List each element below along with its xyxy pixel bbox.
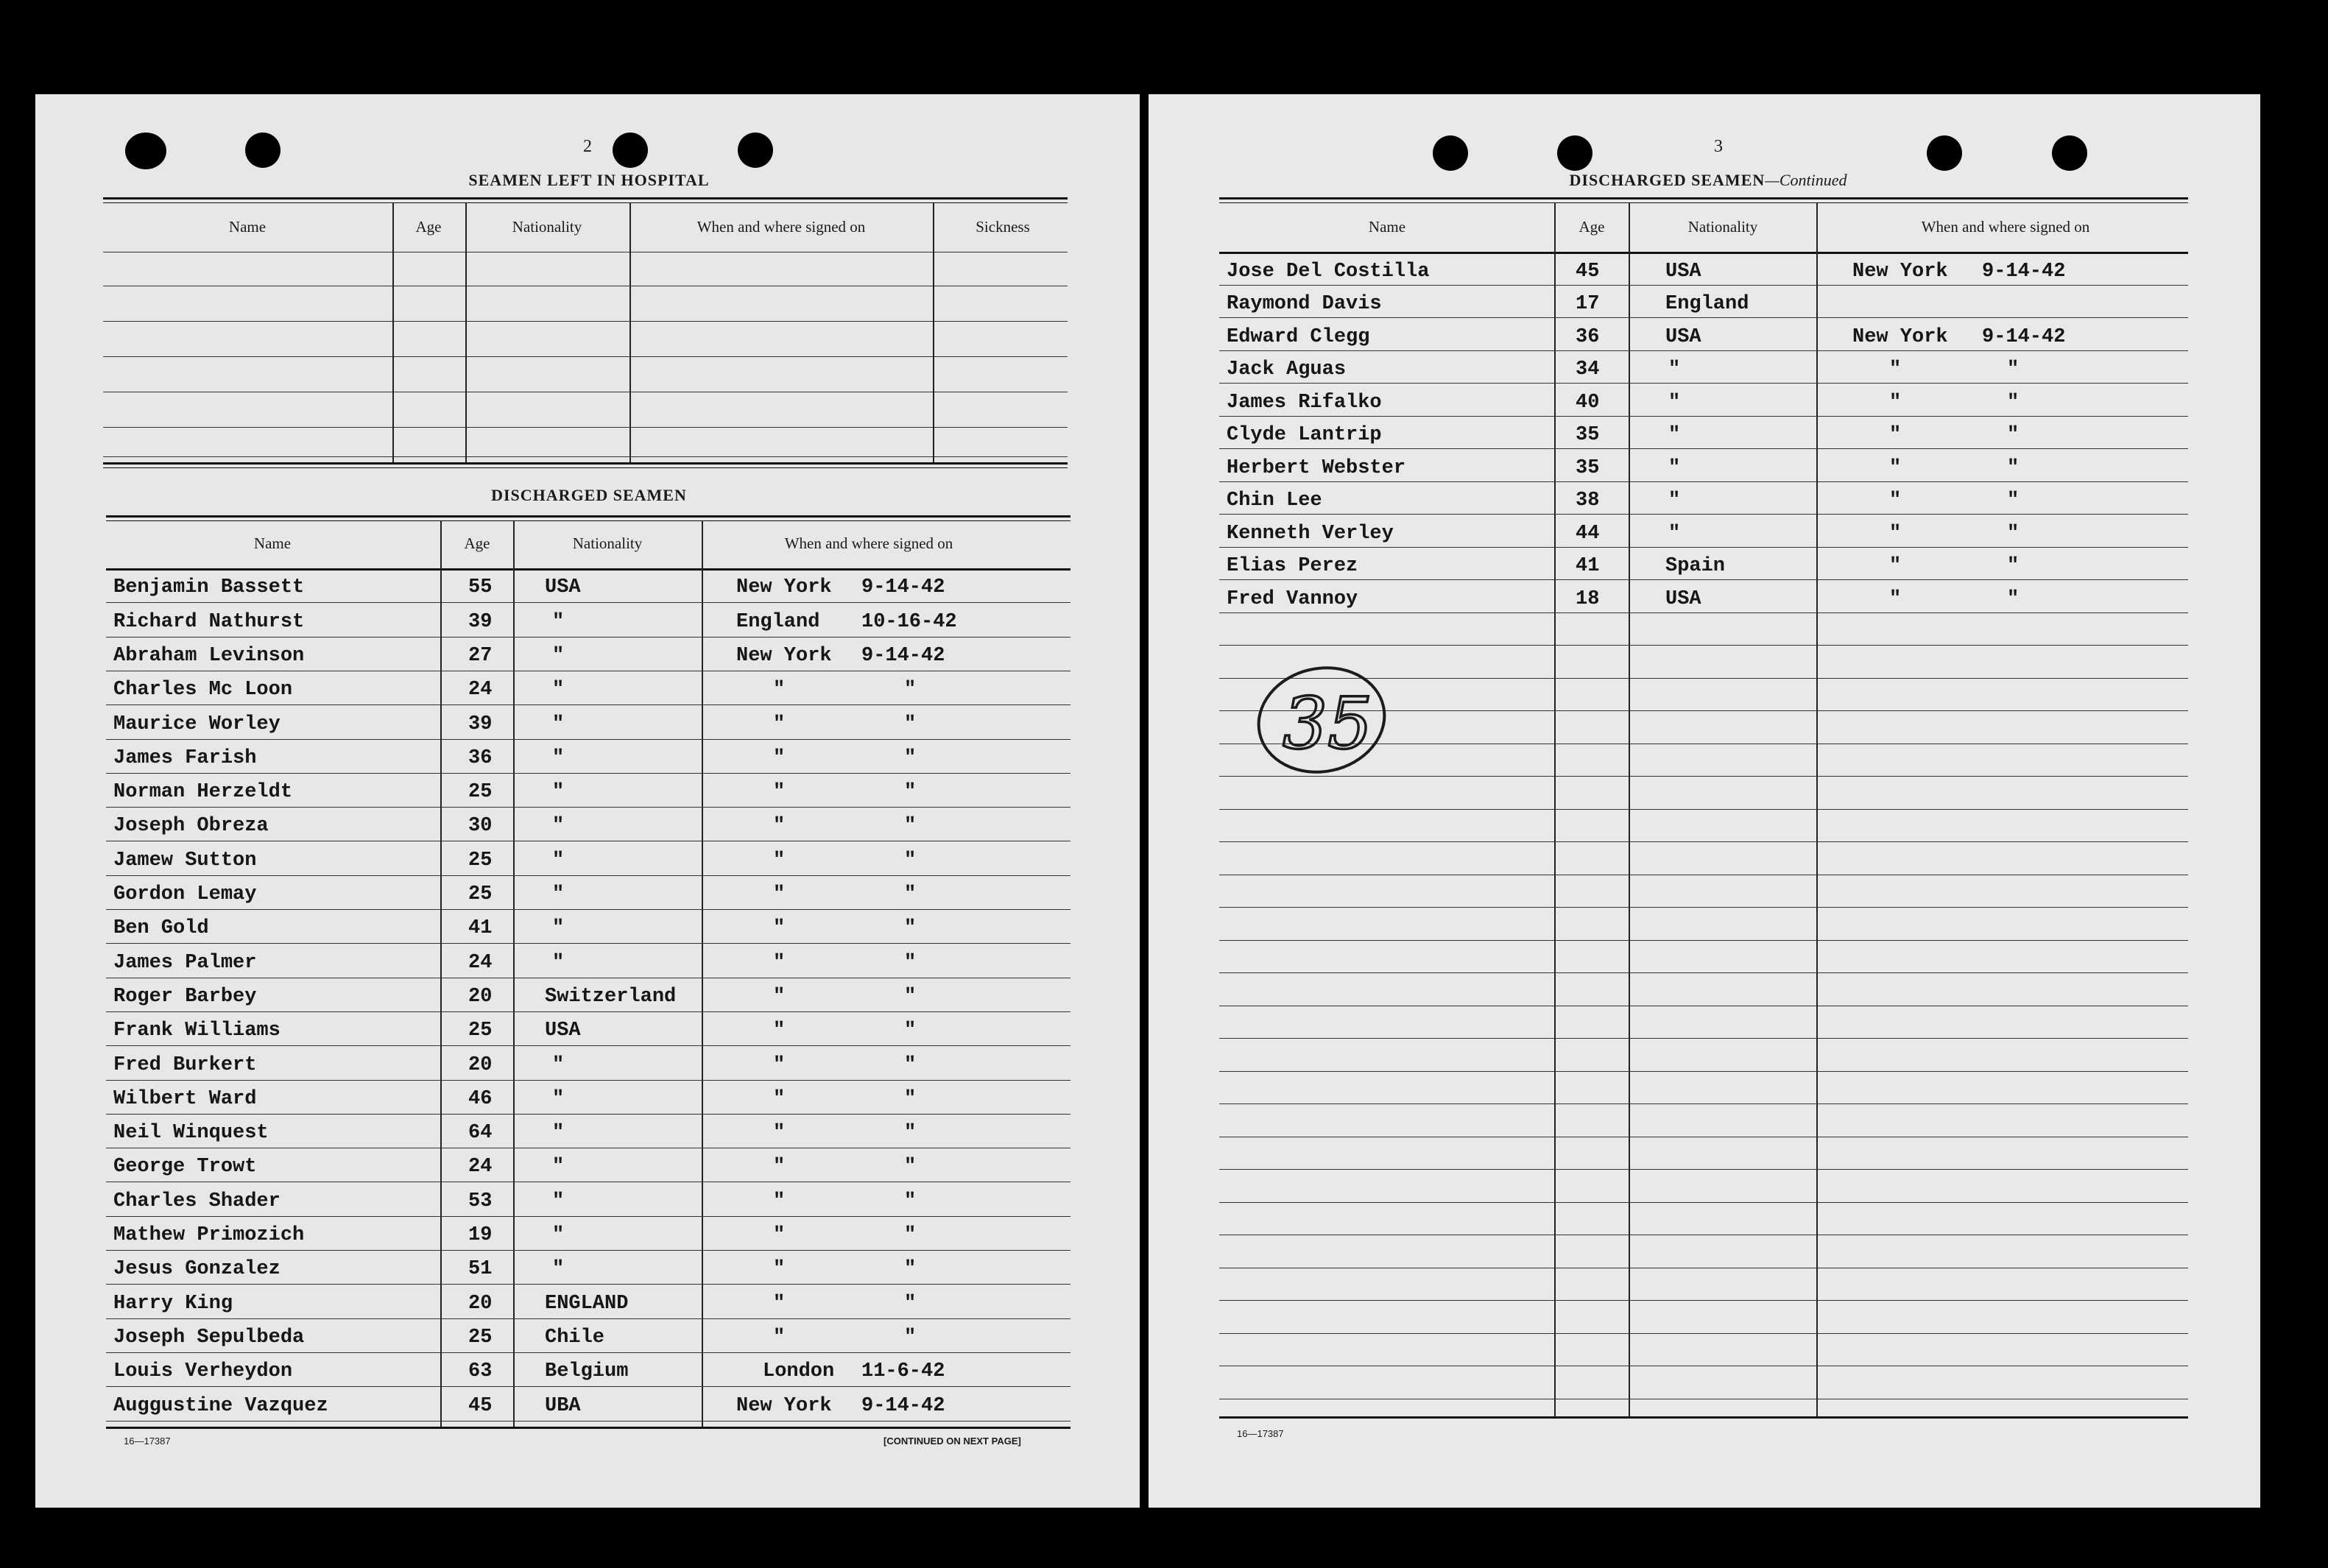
nationality-cell: England — [1665, 293, 1749, 315]
age-cell: 36 — [468, 746, 493, 769]
nationality-cell: ENGLAND — [545, 1292, 629, 1315]
signed-place-cell: London — [763, 1360, 835, 1383]
table-bottom-rule — [1219, 1416, 2188, 1419]
name-cell: Charles Shader — [113, 1190, 281, 1212]
age-cell: 44 — [1576, 522, 1600, 545]
table-top-rule — [103, 197, 1068, 203]
row-rule — [106, 739, 1070, 740]
signed-date-cell: " — [904, 985, 917, 1008]
header-rule — [106, 568, 1070, 571]
punch-hole — [245, 133, 281, 168]
name-cell: Kenneth Verley — [1227, 522, 1394, 545]
age-cell: 41 — [468, 917, 493, 940]
signed-date-cell: " — [904, 679, 917, 702]
header-rule — [1219, 252, 2188, 254]
row-rule — [1219, 972, 2188, 973]
age-cell: 45 — [1576, 260, 1600, 283]
age-cell: 63 — [468, 1360, 493, 1383]
column-header-signed-on: When and where signed on — [784, 534, 953, 552]
row-rule — [1219, 1333, 2188, 1334]
name-cell: Joseph Sepulbeda — [113, 1326, 305, 1349]
punch-hole — [1927, 135, 1962, 171]
signed-place-cell: " — [1889, 555, 1902, 577]
signed-place-cell: " — [773, 679, 786, 702]
row-rule — [1219, 841, 2188, 842]
name-cell: Maurice Worley — [113, 713, 281, 735]
row-rule — [103, 356, 1068, 357]
column-divider — [933, 203, 934, 462]
nationality-cell: " — [552, 713, 565, 735]
signed-place-cell: " — [773, 1087, 786, 1110]
signed-place-cell: " — [773, 1224, 786, 1246]
name-cell: Roger Barbey — [113, 985, 257, 1008]
signed-place-cell: " — [773, 1326, 786, 1349]
row-rule — [1219, 1071, 2188, 1072]
signed-date-cell: " — [2007, 587, 2020, 610]
signed-place-cell: " — [773, 1190, 786, 1212]
nationality-cell: " — [552, 1122, 565, 1145]
punch-hole — [738, 133, 773, 168]
signed-place-cell: " — [773, 1258, 786, 1281]
signed-place-cell: " — [773, 1020, 786, 1042]
signed-place-cell: " — [773, 1292, 786, 1315]
signed-date-cell: " — [904, 1190, 917, 1212]
nationality-cell: " — [552, 610, 565, 633]
age-cell: 38 — [1576, 490, 1600, 512]
nationality-cell: " — [1668, 522, 1681, 545]
form-number: 16—17387 — [1237, 1428, 1284, 1439]
age-cell: 25 — [468, 1326, 493, 1349]
nationality-cell: USA — [545, 576, 581, 599]
age-cell: 30 — [468, 815, 493, 838]
age-cell: 34 — [1576, 359, 1600, 381]
name-cell: Joseph Obreza — [113, 815, 269, 838]
nationality-cell: Chile — [545, 1326, 605, 1349]
row-rule — [1219, 547, 2188, 548]
table-bottom-rule — [106, 1427, 1070, 1429]
signed-date-cell: " — [904, 849, 917, 872]
name-cell: James Palmer — [113, 951, 257, 974]
row-rule — [1219, 350, 2188, 351]
signed-date-cell: 9-14-42 — [861, 1394, 945, 1417]
name-cell: Harry King — [113, 1292, 233, 1315]
signed-date-cell: " — [904, 1156, 917, 1179]
age-cell: 36 — [1576, 325, 1600, 348]
column-divider — [629, 203, 631, 462]
form-number: 16—17387 — [124, 1435, 171, 1447]
age-cell: 18 — [1576, 587, 1600, 610]
discharged-section-title: DISCHARGED SEAMEN — [491, 486, 687, 504]
age-cell: 17 — [1576, 293, 1600, 315]
column-divider — [465, 203, 467, 462]
name-cell: Jesus Gonzalez — [113, 1258, 281, 1281]
row-rule — [106, 1318, 1070, 1319]
row-rule — [106, 875, 1070, 876]
signed-place-cell: " — [773, 815, 786, 838]
name-cell: Norman Herzeldt — [113, 781, 293, 804]
row-rule — [1219, 579, 2188, 580]
row-rule — [106, 909, 1070, 910]
signed-place-cell: " — [773, 781, 786, 804]
row-rule — [1219, 645, 2188, 646]
name-cell: Clyde Lantrip — [1227, 424, 1382, 446]
signed-place-cell: " — [773, 985, 786, 1008]
signed-date-cell: 10-16-42 — [861, 610, 957, 633]
column-header-sickness: Sickness — [976, 218, 1030, 236]
age-cell: 24 — [468, 1156, 493, 1179]
row-rule — [106, 1114, 1070, 1115]
signed-place-cell: " — [1889, 490, 1902, 512]
signed-place-cell: " — [1889, 587, 1902, 610]
nationality-cell: Switzerland — [545, 985, 677, 1008]
age-cell: 39 — [468, 610, 493, 633]
row-rule — [1219, 383, 2188, 384]
signed-date-cell: " — [904, 1326, 917, 1349]
name-cell: Fred Burkert — [113, 1053, 257, 1076]
name-cell: Herbert Webster — [1227, 456, 1406, 479]
age-cell: 25 — [468, 883, 493, 905]
age-cell: 45 — [468, 1394, 493, 1417]
nationality-cell: " — [1668, 359, 1681, 381]
row-rule — [1219, 448, 2188, 449]
nationality-cell: " — [1668, 456, 1681, 479]
row-rule — [106, 1216, 1070, 1217]
row-rule — [106, 704, 1070, 705]
name-cell: Edward Clegg — [1227, 325, 1370, 348]
row-rule — [103, 321, 1068, 322]
signed-date-cell: " — [904, 1087, 917, 1110]
signed-place-cell: New York — [1852, 260, 1948, 283]
name-cell: Chin Lee — [1227, 490, 1322, 512]
age-cell: 41 — [1576, 555, 1600, 577]
name-cell: James Rifalko — [1227, 391, 1382, 414]
name-cell: Ben Gold — [113, 917, 209, 940]
row-rule — [1219, 285, 2188, 286]
name-cell: Jack Aguas — [1227, 359, 1347, 381]
row-rule — [1219, 809, 2188, 810]
signed-place-cell: " — [773, 1156, 786, 1179]
name-cell: Neil Winquest — [113, 1122, 269, 1145]
column-header-name: Name — [253, 534, 292, 552]
nationality-cell: " — [1668, 391, 1681, 414]
nationality-cell: " — [552, 917, 565, 940]
signed-date-cell: " — [904, 1122, 917, 1145]
signed-place-cell: England — [736, 610, 820, 633]
nationality-cell: " — [552, 849, 565, 872]
signed-place-cell: " — [773, 951, 786, 974]
row-rule — [1219, 1038, 2188, 1039]
row-rule — [106, 1421, 1070, 1422]
signed-date-cell: " — [904, 781, 917, 804]
age-cell: 35 — [1576, 456, 1600, 479]
signed-date-cell: 9-14-42 — [861, 644, 945, 667]
signed-date-cell: " — [2007, 522, 2020, 545]
page-number: 3 — [1714, 137, 1723, 156]
age-cell: 39 — [468, 713, 493, 735]
row-rule — [106, 773, 1070, 774]
row-rule — [1219, 1103, 2188, 1104]
signed-place-cell: " — [1889, 522, 1902, 545]
age-cell: 25 — [468, 849, 493, 872]
table-bottom-rule — [103, 462, 1068, 468]
signed-date-cell: " — [904, 883, 917, 905]
row-rule — [1219, 481, 2188, 482]
row-rule — [106, 1352, 1070, 1353]
title-suffix: —Continued — [1765, 171, 1847, 189]
table-top-rule — [1219, 197, 2188, 203]
signed-place-cell: " — [773, 746, 786, 769]
name-cell: James Farish — [113, 746, 257, 769]
nationality-cell: " — [552, 951, 565, 974]
row-rule — [1219, 907, 2188, 908]
age-cell: 25 — [468, 781, 493, 804]
age-cell: 19 — [468, 1224, 493, 1246]
signed-date-cell: " — [904, 746, 917, 769]
signed-date-cell: " — [2007, 555, 2020, 577]
signed-date-cell: 9-14-42 — [861, 576, 945, 599]
age-cell: 64 — [468, 1122, 493, 1145]
age-cell: 40 — [1576, 391, 1600, 414]
nationality-cell: " — [552, 883, 565, 905]
signed-place-cell: " — [1889, 359, 1902, 381]
age-cell: 25 — [468, 1020, 493, 1042]
signed-date-cell: " — [904, 917, 917, 940]
signed-date-cell: " — [904, 815, 917, 838]
age-cell: 35 — [1576, 424, 1600, 446]
nationality-cell: Spain — [1665, 555, 1726, 577]
age-cell: 24 — [468, 951, 493, 974]
row-rule — [1219, 514, 2188, 515]
signed-date-cell: 9-14-42 — [1982, 325, 2066, 348]
signed-date-cell: " — [904, 1258, 917, 1281]
signed-date-cell: " — [904, 713, 917, 735]
row-rule — [1219, 940, 2188, 941]
punch-hole — [613, 133, 648, 168]
column-header-age: Age — [415, 218, 442, 236]
column-header-name: Name — [1368, 218, 1406, 236]
name-cell: Jose Del Costilla — [1227, 260, 1430, 283]
signed-date-cell: " — [904, 1020, 917, 1042]
row-rule — [106, 637, 1070, 638]
row-rule — [106, 943, 1070, 944]
nationality-cell: " — [552, 746, 565, 769]
signed-date-cell: " — [2007, 490, 2020, 512]
signed-date-cell: " — [904, 1292, 917, 1315]
signed-place-cell: " — [773, 1053, 786, 1076]
nationality-cell: Belgium — [545, 1360, 629, 1383]
nationality-cell: " — [552, 644, 565, 667]
signed-date-cell: " — [2007, 391, 2020, 414]
row-rule — [106, 1386, 1070, 1387]
age-cell: 55 — [468, 576, 493, 599]
name-cell: Fred Vannoy — [1227, 587, 1358, 610]
row-rule — [106, 602, 1070, 603]
nationality-cell: " — [552, 1156, 565, 1179]
age-cell: 20 — [468, 1292, 493, 1315]
continued-note: [CONTINUED ON NEXT PAGE] — [883, 1435, 1021, 1447]
nationality-cell: " — [552, 1190, 565, 1212]
signed-place-cell: New York — [1852, 325, 1948, 348]
name-cell: Gordon Lemay — [113, 883, 257, 905]
row-rule — [1219, 1202, 2188, 1203]
name-cell: Mathew Primozich — [113, 1224, 305, 1246]
signed-date-cell: " — [2007, 456, 2020, 479]
signed-date-cell: 9-14-42 — [1982, 260, 2066, 283]
row-rule — [106, 807, 1070, 808]
column-header-nationality: Nationality — [572, 534, 643, 552]
age-cell: 20 — [468, 1053, 493, 1076]
column-header-nationality: Nationality — [512, 218, 582, 236]
nationality-cell: USA — [1665, 325, 1701, 348]
column-divider — [513, 521, 515, 1427]
row-rule — [106, 1045, 1070, 1046]
signed-place-cell: " — [773, 917, 786, 940]
row-rule — [1219, 416, 2188, 417]
row-rule — [103, 427, 1068, 428]
row-rule — [1219, 1169, 2188, 1170]
signed-place-cell: New York — [736, 644, 832, 667]
row-rule — [1219, 612, 2188, 613]
signed-place-cell: " — [1889, 456, 1902, 479]
column-header-age: Age — [1579, 218, 1605, 236]
nationality-cell: USA — [1665, 260, 1701, 283]
signed-date-cell: " — [2007, 359, 2020, 381]
punch-hole — [125, 133, 166, 169]
punch-hole — [1557, 135, 1592, 171]
name-cell: Elias Perez — [1227, 555, 1358, 577]
column-divider — [440, 521, 442, 1427]
column-header-name: Name — [228, 218, 267, 236]
nationality-cell: " — [552, 1258, 565, 1281]
name-cell: Wilbert Ward — [113, 1087, 257, 1110]
signed-place-cell: " — [773, 883, 786, 905]
signed-date-cell: " — [904, 951, 917, 974]
signed-date-cell: 11-6-42 — [861, 1360, 945, 1383]
signed-place-cell: " — [773, 849, 786, 872]
row-rule — [103, 456, 1068, 457]
row-rule — [1219, 317, 2188, 318]
column-header-nationality: Nationality — [1687, 218, 1758, 236]
punch-hole — [1433, 135, 1468, 171]
name-cell: Richard Nathurst — [113, 610, 305, 633]
table-top-rule — [106, 515, 1070, 521]
name-cell: George Trowt — [113, 1156, 257, 1179]
row-rule — [1219, 1300, 2188, 1301]
row-rule — [106, 1250, 1070, 1251]
signed-date-cell: " — [904, 1053, 917, 1076]
column-header-signed-on: When and where signed on — [1921, 218, 2090, 236]
nationality-cell: USA — [545, 1020, 581, 1042]
nationality-cell: " — [552, 1087, 565, 1110]
age-cell: 46 — [468, 1087, 493, 1110]
column-divider — [392, 203, 394, 462]
circled-count-annotation — [1252, 661, 1391, 779]
age-cell: 53 — [468, 1190, 493, 1212]
signed-place-cell: " — [773, 713, 786, 735]
signed-place-cell: New York — [736, 1394, 832, 1417]
nationality-cell: " — [1668, 424, 1681, 446]
hospital-section-title: SEAMEN LEFT IN HOSPITAL — [468, 171, 710, 189]
name-cell: Raymond Davis — [1227, 293, 1382, 315]
row-rule — [106, 1080, 1070, 1081]
nationality-cell: " — [1668, 490, 1681, 512]
name-cell: Charles Mc Loon — [113, 679, 293, 702]
nationality-cell: " — [552, 1224, 565, 1246]
age-cell: 51 — [468, 1258, 493, 1281]
nationality-cell: UBA — [545, 1394, 581, 1417]
age-cell: 27 — [468, 644, 493, 667]
row-rule — [106, 1284, 1070, 1285]
age-cell: 20 — [468, 985, 493, 1008]
name-cell: Abraham Levinson — [113, 644, 305, 667]
column-header-age: Age — [464, 534, 490, 552]
name-cell: Benjamin Bassett — [113, 576, 305, 599]
signed-date-cell: " — [904, 1224, 917, 1246]
nationality-cell: USA — [1665, 587, 1701, 610]
signed-date-cell: " — [2007, 424, 2020, 446]
signed-place-cell: New York — [736, 576, 832, 599]
name-cell: Jamew Sutton — [113, 849, 257, 872]
name-cell: Louis Verheydon — [113, 1360, 293, 1383]
nationality-cell: " — [552, 815, 565, 838]
name-cell: Frank Williams — [113, 1020, 281, 1042]
punch-hole — [2052, 135, 2087, 171]
nationality-cell: " — [552, 679, 565, 702]
column-divider — [702, 521, 703, 1427]
name-cell: Auggustine Vazquez — [113, 1394, 328, 1417]
page-number: 2 — [583, 137, 592, 156]
title-main: DISCHARGED SEAMEN — [1569, 171, 1766, 189]
signed-place-cell: " — [773, 1122, 786, 1145]
column-header-signed-on: When and where signed on — [696, 218, 866, 236]
signed-place-cell: " — [1889, 391, 1902, 414]
row-rule — [106, 1011, 1070, 1012]
nationality-cell: " — [552, 781, 565, 804]
discharged-continued-title — [1502, 171, 1914, 190]
age-cell: 24 — [468, 679, 493, 702]
nationality-cell: " — [552, 1053, 565, 1076]
signed-place-cell: " — [1889, 424, 1902, 446]
circled-count-text: 35 — [1283, 682, 1373, 765]
